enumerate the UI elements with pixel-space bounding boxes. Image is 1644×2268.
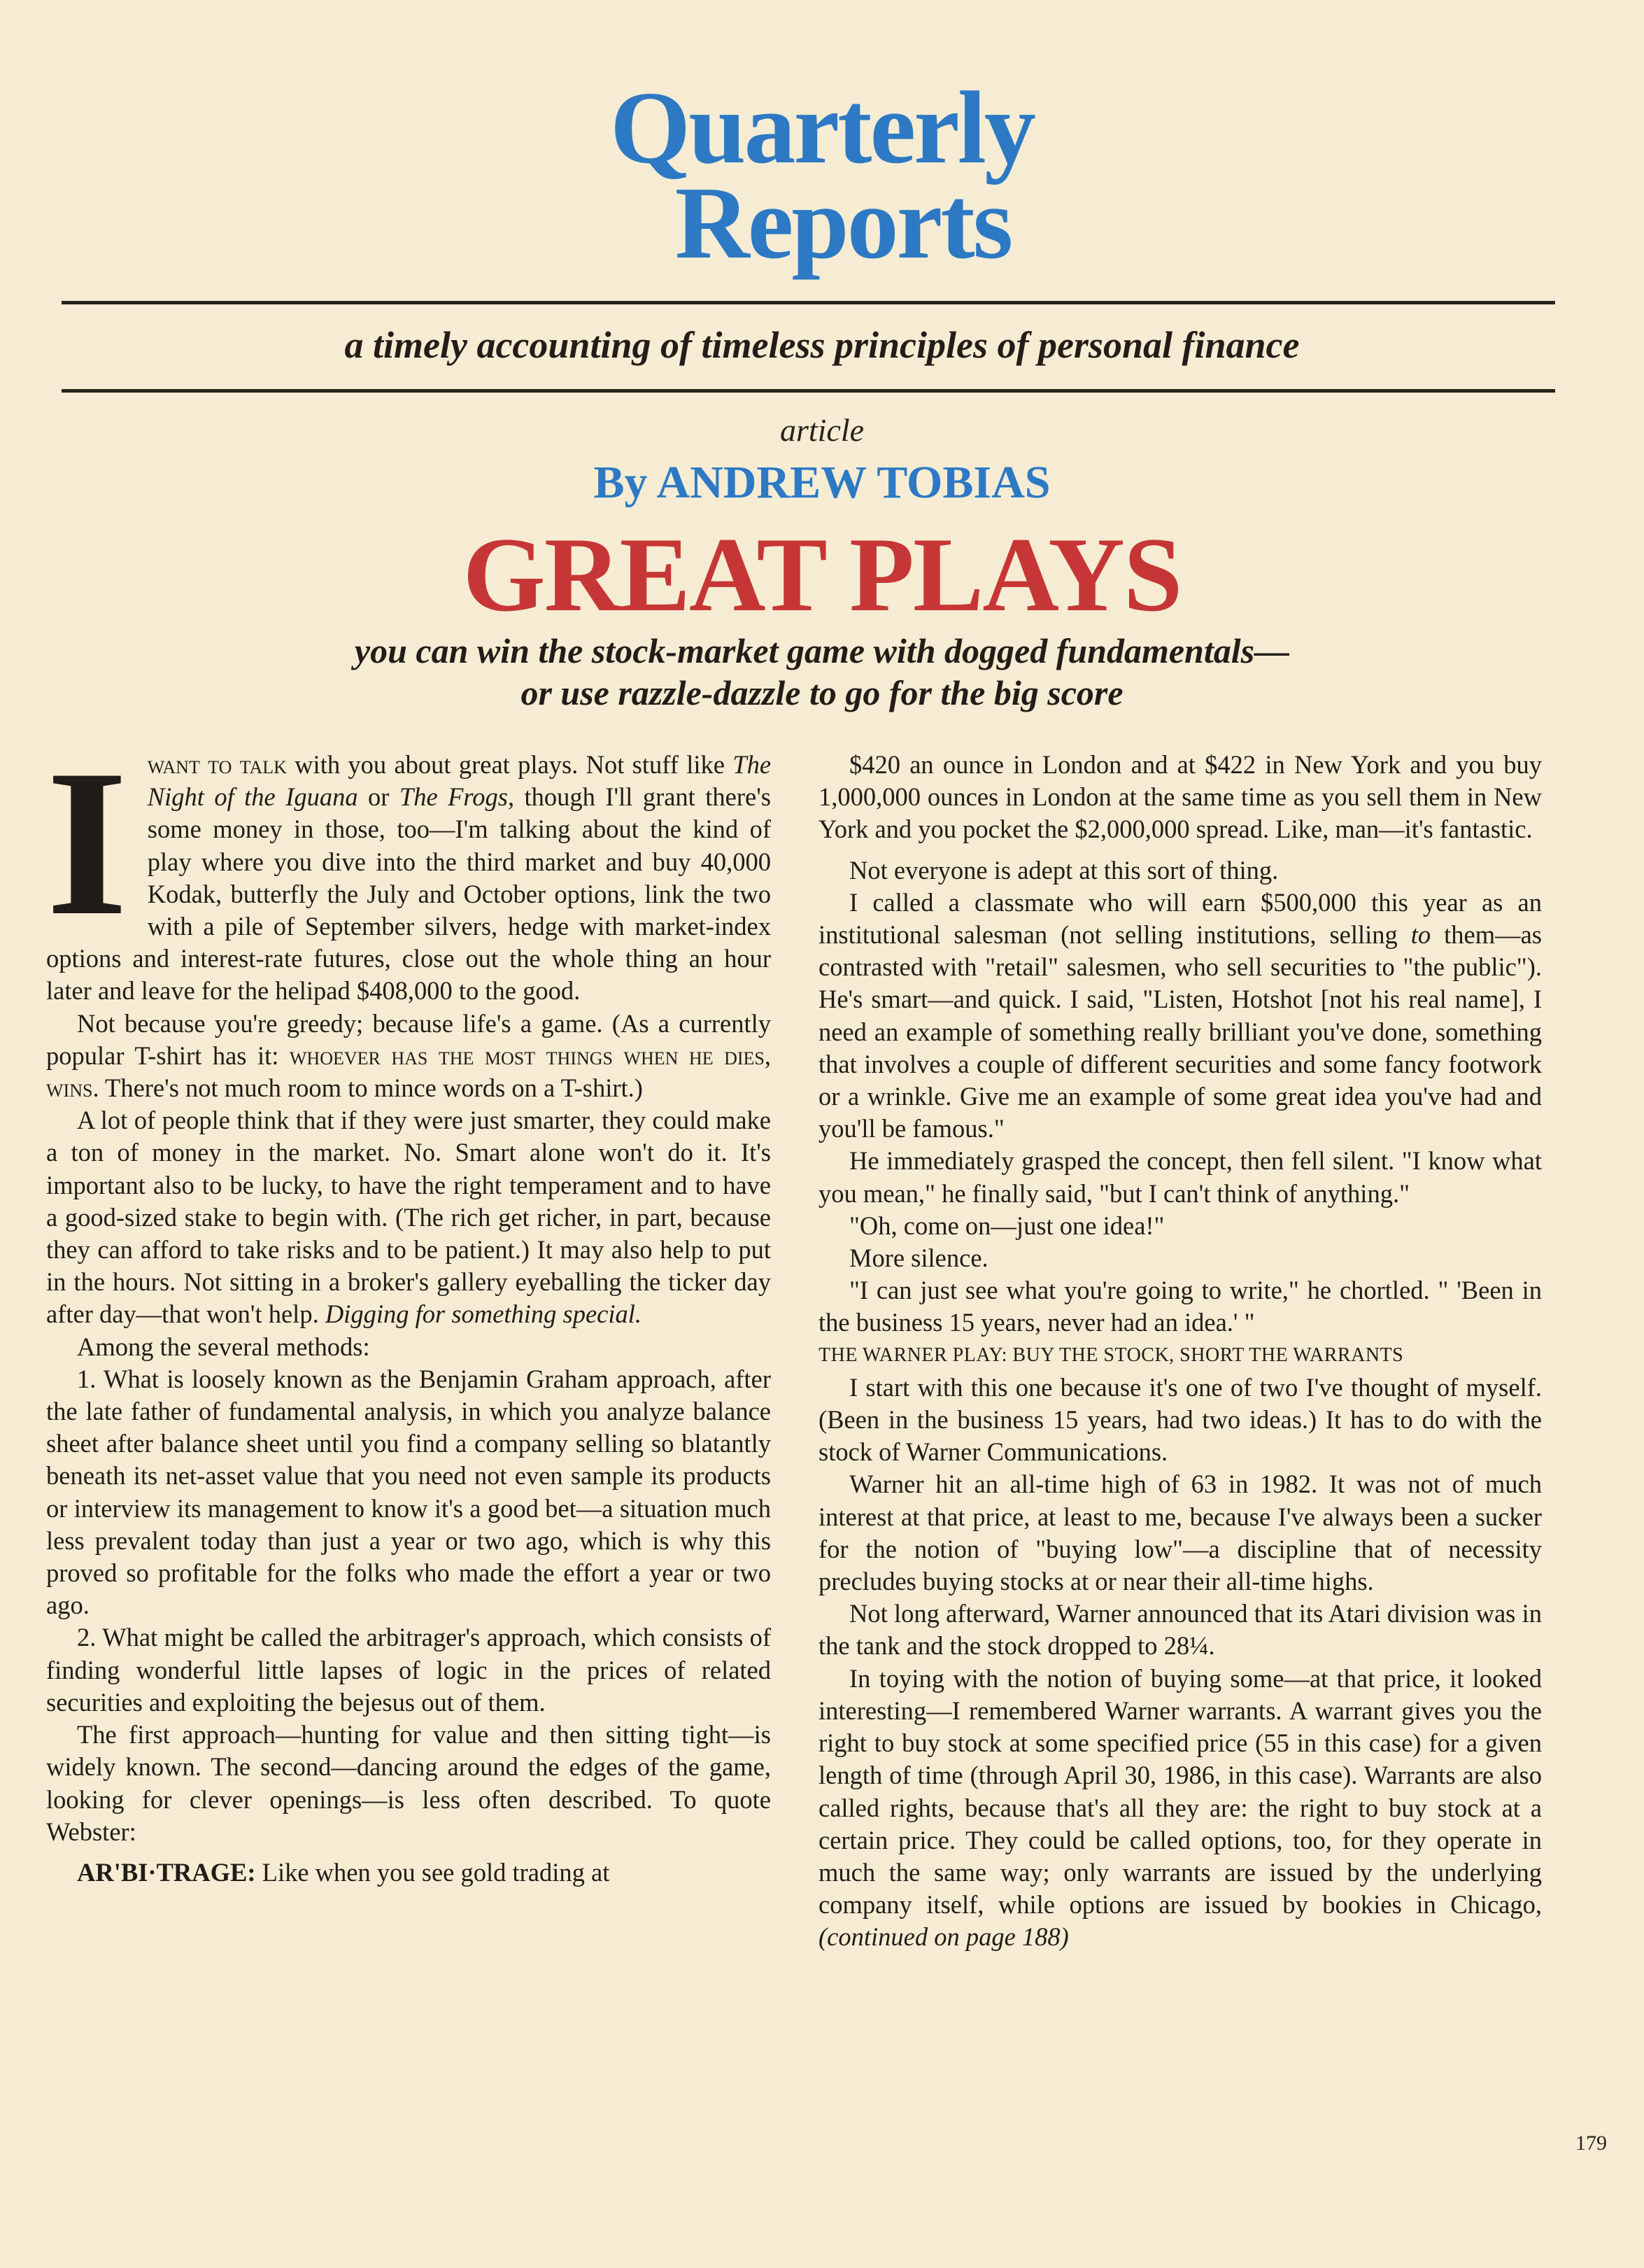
paragraph bbox=[46, 1008, 771, 1105]
section-tagline: a timely accounting of timeless principles of personal finance bbox=[344, 324, 1300, 366]
text: them—as contrasted with "retail" salesmen, who sell securities to "the public"). He's smart—and quick. I said, "Listen, Hotshot [not his real name], I need an example of something really brilliant you've done, something that involves a couple of different securities and some fancy footwork or a wrinkle. Give me an example of some great idea you've had and you'll be famous." bbox=[819, 920, 1542, 1143]
article-kicker: article bbox=[779, 412, 865, 448]
dek-line-2: or use razzle-dazzle to go for the big score bbox=[520, 673, 1124, 712]
paragraph: 1. What is loosely known as the Benjamin Graham approach, after the late father of fundamental analysis, in which you analyze balance sheet after balance sheet until you find a company selling so blatantly beneath its net-asset value that you need not even sample its products or interview its management to know it's a good bet—a situation much less prevalent today than just a year or two ago, which is why this proved so profitable for the folks who made the effort a year or two ago. bbox=[46, 1364, 771, 1620]
dek-line-1: you can win the stock-market game with dogged fundamentals— bbox=[354, 631, 1290, 670]
paragraph: Not long afterward, Warner announced that its Atari division was in the tank and the stock dropped to 28¼. bbox=[819, 1599, 1542, 1661]
paragraph bbox=[819, 1663, 1542, 1954]
paragraph: More silence. bbox=[849, 1244, 988, 1273]
text: Like when you see gold trading at bbox=[255, 1857, 610, 1887]
emphasis: to bbox=[1410, 920, 1431, 950]
left-column bbox=[46, 726, 772, 1889]
emphasis: Digging for something special. bbox=[325, 1299, 642, 1329]
masthead-title bbox=[0, 71, 1644, 281]
title-italic: The Night of the Iguana bbox=[147, 750, 772, 812]
article-headline: GREAT PLAYS bbox=[462, 516, 1182, 633]
paragraph bbox=[46, 726, 772, 1008]
right-column bbox=[819, 749, 1542, 1954]
definition-term: AR'BI·TRAGE: bbox=[77, 1857, 256, 1887]
paragraph: "I can just see what you're going to write," he chortled. " 'Been in the business 15 years, never had an idea.' " bbox=[819, 1276, 1542, 1337]
paragraph: I start with this one because it's one of two I've thought of myself. (Been in the business 15 years, had two ideas.) It has to do with the stock of Warner Communications. bbox=[819, 1372, 1542, 1467]
paragraph: "Oh, come on—just one idea!" bbox=[849, 1211, 1165, 1240]
lead-in: want to talk bbox=[147, 750, 287, 779]
text: A lot of people think that if they were just smarter, they could make a ton of money in the market. No. Smart alone won't do it. It's important also to be lucky, to have the right temperament and to have a good-sized stake to begin with. (The rich get richer, in part, because they can afford to take risks and to be patient.) It may also help to put in the hours. Not sitting in a broker's gallery eyeballing the ticker day after day—that won't help. bbox=[46, 1106, 771, 1329]
paragraph: $420 an ounce in London and at $422 in New York and you buy 1,000,000 ounces in London at the same time as you sell them in New York and you pocket the $2,000,000 spread. Like, man—it's fantastic. bbox=[819, 750, 1542, 844]
masthead-line-1: Quarterly bbox=[610, 71, 1034, 185]
paragraph: He immediately grasped the concept, then fell silent. "I know what you mean," he finally said, "but I can't think of anything." bbox=[819, 1146, 1542, 1208]
paragraph: Warner hit an all-time high of 63 in 1982. It was not of much interest at that price, at least to me, because I've always been a sucker for the notion of "buying low"—a discipline that of necessity precludes buying stocks at or near their all-time highs. bbox=[819, 1470, 1542, 1596]
bottom-rule bbox=[62, 389, 1555, 393]
drop-cap: I bbox=[46, 726, 128, 959]
paragraph bbox=[46, 1104, 771, 1330]
text: , though I'll grant there's some money in those, too—I'm talking about the kind of play where you dive into the third market and buy 40,000 Kodak, butterfly the July and October options, link the two with a pile of September silvers, hedge with market-index options and interest-rate futures, close out the whole thing an hour later and leave for the helipad $408,000 to the good. bbox=[46, 782, 771, 1006]
paragraph: Among the several methods: bbox=[77, 1332, 370, 1361]
paragraph: Not everyone is adept at this sort of thing. bbox=[849, 855, 1279, 885]
text: . There's not much room to mince words on a T-shirt.) bbox=[92, 1073, 643, 1103]
section-subhead: THE WARNER PLAY: BUY THE STOCK, SHORT THE WARRANTS bbox=[819, 1344, 1404, 1366]
article-dek bbox=[0, 630, 1644, 714]
text: with you about great plays. Not stuff like bbox=[286, 750, 733, 779]
masthead-line-2: Reports bbox=[674, 166, 1012, 281]
text: or bbox=[357, 782, 399, 812]
page-number: 179 bbox=[1575, 2132, 1607, 2155]
continued-line: (continued on page 188) bbox=[819, 1922, 1069, 1952]
top-rule bbox=[62, 301, 1555, 304]
paragraph bbox=[819, 887, 1542, 1146]
text: In toying with the notion of buying some—at that price, it looked interesting—I remembered Warner warrants. A warrant gives you the right to buy stock at some specified price (55 in this case) for a given length of time (through April 30, 1986, in this case). Warrants are also called rights, because that's all they are: the right to buy stock at a certain price. They could be called options, too, for they operate in much the same way; only warrants are issued by the underlying company itself, while options are issued by bookies in Chicago, bbox=[819, 1663, 1542, 1920]
text: I called a classmate who will earn $500,000 this year as an institutional salesman (not selling institutions, selling bbox=[819, 887, 1542, 950]
tshirt-slogan: whoever has the most things when he dies, wins bbox=[46, 1041, 771, 1103]
byline: By ANDREW TOBIAS bbox=[593, 457, 1051, 508]
paragraph: 2. What might be called the arbitrager's approach, which consists of finding wonderful little lapses of logic in the prices of related securities and exploiting the bejesus out of them. bbox=[46, 1623, 771, 1717]
text: Not because you're greedy; because life's a game. (As a currently popular T-shirt has it: bbox=[46, 1008, 771, 1070]
paragraph: The first approach—hunting for value and then sitting tight—is widely known. The second—dancing around the edges of the game, looking for clever openings—is less often described. To quote Webster: bbox=[46, 1720, 771, 1846]
title-italic: The Frogs bbox=[399, 782, 508, 812]
paragraph bbox=[46, 1857, 771, 1889]
